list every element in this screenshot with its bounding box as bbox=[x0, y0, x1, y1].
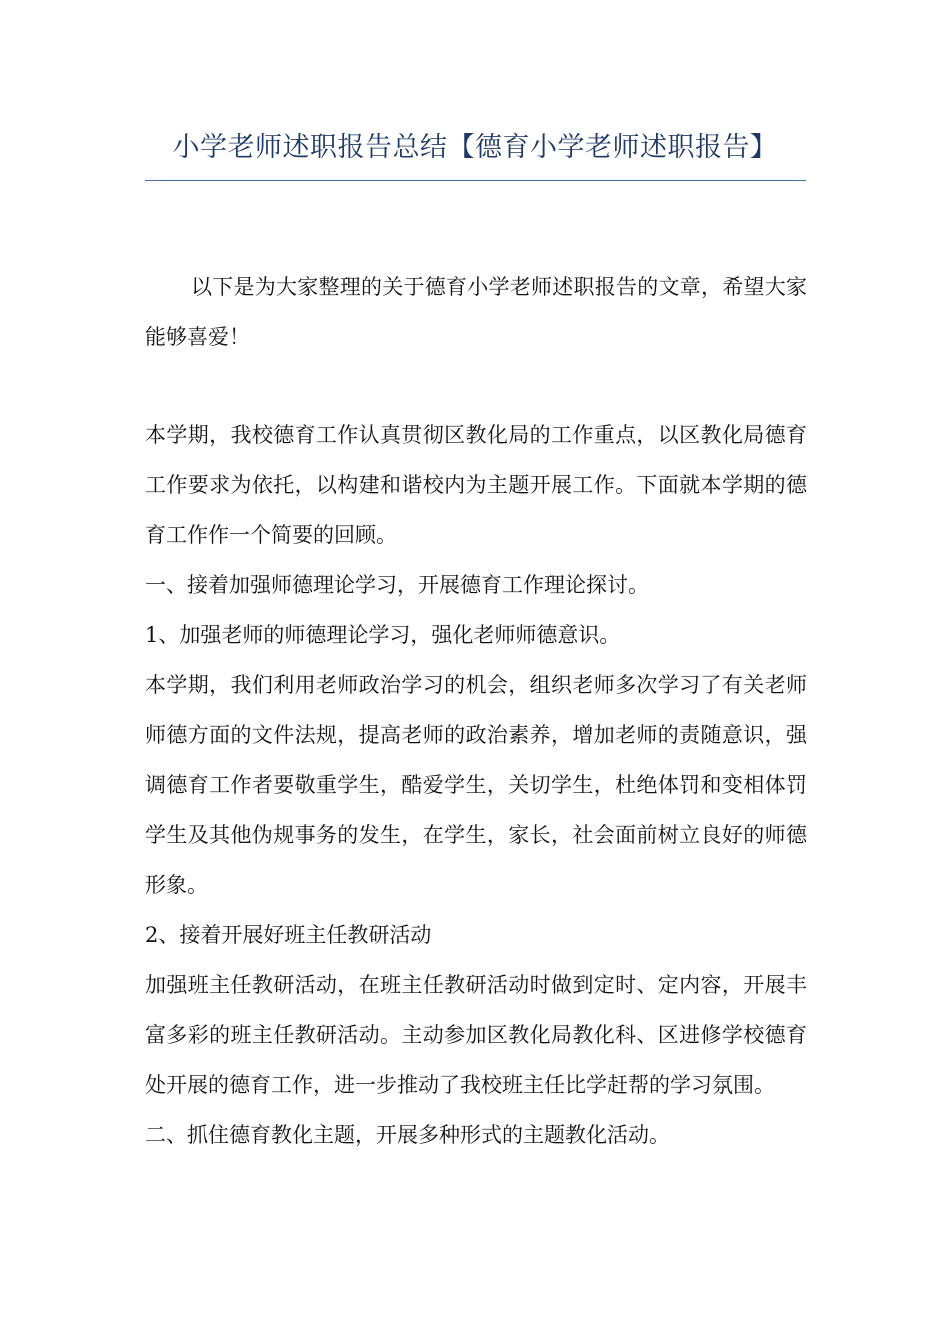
section-heading-two: 二、抓住德育教化主题，开展多种形式的主题教化活动。 bbox=[145, 1123, 670, 1147]
subheading-two: 2、接着开展好班主任教研活动 bbox=[145, 923, 432, 947]
title-underline bbox=[145, 180, 806, 181]
paragraph-spacer bbox=[145, 362, 807, 410]
paragraph-overview: 本学期，我校德育工作认真贯彻区教化局的工作重点，以区教化局德育工作要求为依托，以构建和谐校内为主题开展工作。下面就本学期的德育工作作一个简要的回顾。 bbox=[145, 423, 807, 547]
subheading-one: 1、加强老师的师德理论学习，强化老师师德意识。 bbox=[145, 623, 621, 647]
section-heading-one: 一、接着加强师德理论学习，开展德育工作理论探讨。 bbox=[145, 573, 649, 597]
paragraph-class-teacher-research: 加强班主任教研活动，在班主任教研活动时做到定时、定内容，开展丰富多彩的班主任教研活动。主动参加区教化局教化科、区进修学校德育处开展的德育工作，进一步推动了我校班主任比学赶帮的学习氛围。 bbox=[145, 973, 807, 1097]
paragraph-teacher-ethics: 本学期，我们利用老师政治学习的机会，组织老师多次学习了有关老师师德方面的文件法规，提高老师的政治素养，增加老师的责随意识，强调德育工作者要敬重学生，酷爱学生，关切学生，杜绝体罚和变相体罚学生及其他伪规事务的发生，在学生，家长，社会面前树立良好的师德形象。 bbox=[145, 673, 807, 897]
document-title: 小学老师述职报告总结【德育小学老师述职报告】 bbox=[172, 132, 778, 163]
document-body bbox=[145, 262, 807, 1160]
intro-paragraph: 以下是为大家整理的关于德育小学老师述职报告的文章，希望大家能够喜爱！ bbox=[145, 275, 807, 349]
